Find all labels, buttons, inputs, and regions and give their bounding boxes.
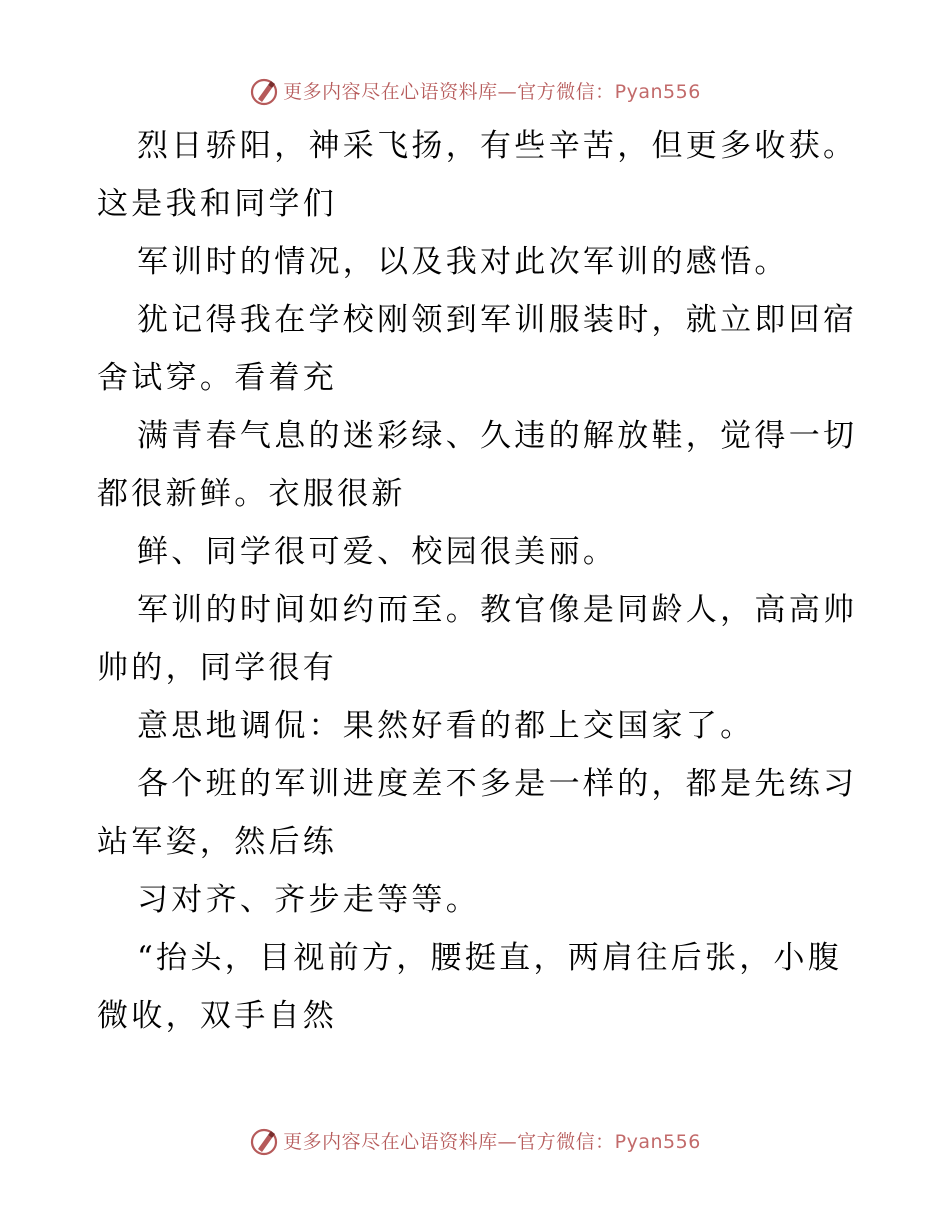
watermark-id: Pyan556 — [614, 1130, 701, 1153]
pen-nib-icon — [249, 76, 279, 106]
body-line: 烈日骄阳，神采飞扬，有些辛苦，但更多收获。 — [137, 128, 858, 164]
watermark-text: 更多内容尽在心语资料库—官方微信：Pyan556 — [283, 1130, 701, 1153]
body-line: 犹记得我在学校刚领到军训服装时，就立即回宿 — [137, 302, 858, 338]
body-line: 意思地调侃：果然好看的都上交国家了。 — [137, 708, 755, 744]
body-line: 各个班的军训进度差不多是一样的，都是先练习 — [137, 766, 858, 802]
watermark-text: 更多内容尽在心语资料库—官方微信：Pyan556 — [283, 80, 701, 103]
body-line: 这是我和同学们 — [97, 186, 338, 222]
body-line: 军训的时间如约而至。教官像是同龄人，高高帅 — [137, 592, 858, 628]
footer-watermark — [0, 1120, 950, 1160]
body-line: 微收，双手自然 — [97, 998, 338, 1034]
header-watermark — [0, 70, 950, 110]
body-line: 都很新鲜。衣服很新 — [97, 476, 406, 512]
body-line: 满青春气息的迷彩绿、久违的解放鞋，觉得一切 — [137, 418, 858, 454]
body-line: 军训时的情况，以及我对此次军训的感悟。 — [137, 244, 789, 280]
body-line: 舍试穿。看着充 — [97, 360, 338, 396]
body-line: 鲜、同学很可爱、校园很美丽。 — [137, 534, 618, 570]
body-line: 帅的，同学很有 — [97, 650, 338, 686]
pen-nib-icon — [249, 1126, 279, 1156]
body-line: 习对齐、齐步走等等。 — [137, 882, 480, 918]
body-line: “抬头，目视前方，腰挺直，两肩往后张，小腹 — [137, 940, 843, 976]
body-line: 站军姿，然后练 — [97, 824, 338, 860]
watermark-id: Pyan556 — [614, 80, 701, 103]
document-body — [97, 117, 857, 1045]
